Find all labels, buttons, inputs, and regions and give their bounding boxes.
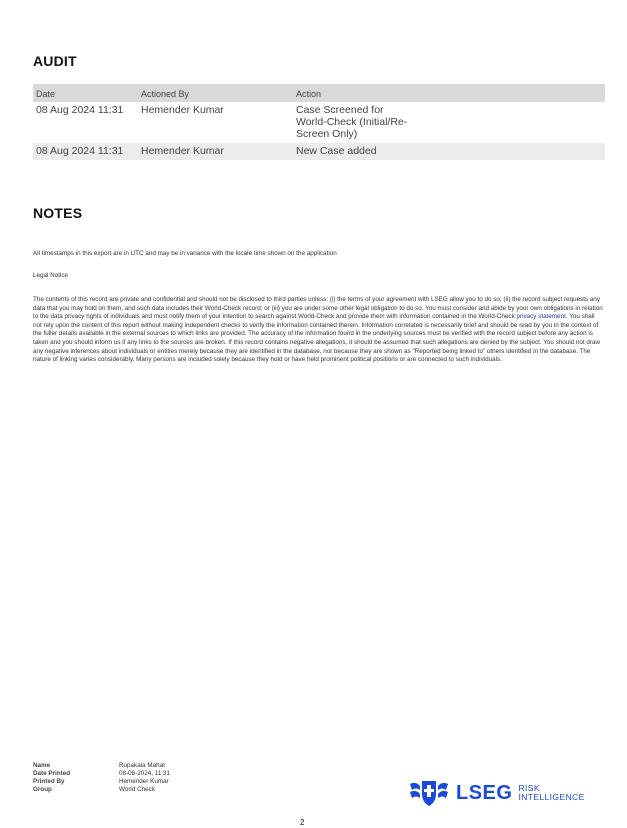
- detail-value: 08-08-2024, 11:31: [119, 770, 170, 777]
- table-row: [33, 102, 605, 143]
- detail-row: [33, 770, 170, 778]
- detail-label: Group: [33, 786, 52, 793]
- detail-row: [33, 778, 170, 786]
- audit-table-header: [33, 84, 605, 102]
- detail-value: World Check: [119, 786, 155, 793]
- detail-label: Name: [33, 762, 51, 769]
- legal-notice-text: [33, 296, 603, 365]
- cell-action: New Case added: [293, 143, 605, 160]
- cell-date: 08 Aug 2024 11:31: [33, 143, 138, 160]
- detail-label: Date Printed: [33, 770, 71, 777]
- detail-row: [33, 786, 170, 794]
- privacy-statement-link[interactable]: privacy statement: [516, 313, 566, 321]
- logo-wordmark: LSEG: [456, 781, 513, 804]
- logo-sub-line: RISK: [518, 783, 540, 793]
- audit-table: [33, 84, 605, 160]
- page-number: 2: [300, 818, 305, 827]
- cell-actioned-by: Hemender Kumar: [141, 104, 224, 116]
- logo-sub-line: INTELLIGENCE: [518, 792, 585, 802]
- notes-heading: NOTES: [33, 205, 83, 221]
- column-header-action: Action: [293, 84, 605, 102]
- lseg-crest-icon: [408, 778, 450, 808]
- detail-row: [33, 762, 170, 770]
- logo-subtitle: [518, 784, 584, 802]
- detail-value: Rupakala Mahat: [119, 762, 165, 769]
- cell-actioned-by: Hemender Kumar: [138, 143, 293, 160]
- print-details: [33, 762, 170, 794]
- table-row: [33, 143, 605, 160]
- cell-action: Case Screened for World-Check (Initial/Re- Screen Only): [296, 104, 408, 140]
- column-header-actioned-by: Actioned By: [138, 84, 293, 102]
- legal-notice-heading: Legal Notice: [33, 272, 69, 279]
- timezone-note: All timestamps in this export are in UTC and may be in variance with the locale time shown on the application: [33, 250, 337, 257]
- column-header-date: Date: [33, 84, 138, 102]
- detail-label: Printed By: [33, 778, 65, 785]
- legal-text-part: . You shall not rely upon the content of this report without making independent checks to verify the information contained therein. Information correlated is necessarily brief and should be read by you in the context of the fuller details available in the external sources to which links are provided. The accuracy of the information found in the underlying sources must be verified with the record subject before any action is taken and you should inform us if any links to the sources are broken. If this record contains negative allegations, it should be assumed that such allegations are denied by the subject. You should not draw any negative inferences about individuals or entities merely because they are identified in the database, nor because they are shown as "Reported being linked to" others identified in the database. The nature of linking varies considerably. Many persons are included solely because they hold or have held prominent political positions or are connected to such individuals.: [33, 313, 601, 364]
- lseg-logo: [408, 778, 585, 808]
- legal-text-part: The contents of this record are private and confidential and should not be disclosed to third parties unless: (i) the terms of your agreement with LSEG allow you to do so; (ii) the record subject requests any data that you may hold on them, and such data includes their World-Check record; or (iii) you are under some other legal obligation to do so. You must consider and abide by your own obligations in relation to the data privacy rights of individuals and must notify them of your intention to search against World-Check and provide them with information contained in the World-Check: [33, 296, 603, 321]
- audit-heading: AUDIT: [33, 53, 77, 69]
- detail-value: Hemender Kumar: [119, 778, 169, 785]
- cell-date: 08 Aug 2024 11:31: [36, 104, 124, 116]
